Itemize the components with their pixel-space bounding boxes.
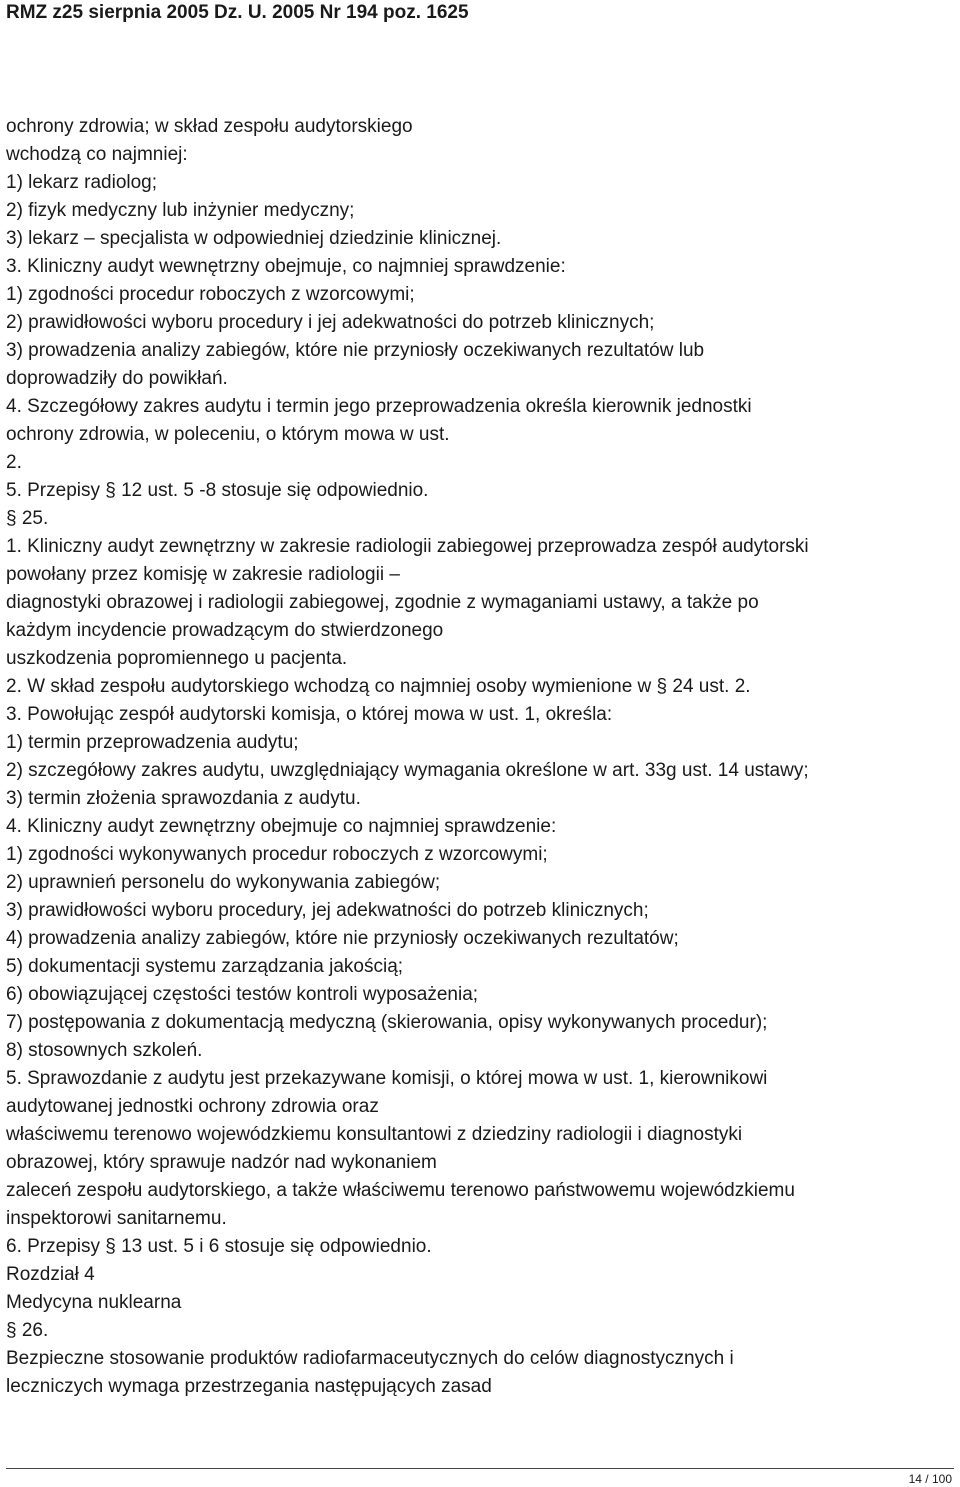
text-line: 2) prawidłowości wyboru procedury i jej adekwatności do potrzeb klinicznych; xyxy=(6,312,655,333)
section-heading: § 25. xyxy=(6,508,49,529)
text-line: 2) szczegółowy zakres audytu, uwzględniający wymagania określone w art. 33g ust. 14 ustawy; xyxy=(6,760,809,781)
text-line: 1. Kliniczny audyt zewnętrzny w zakresie radiologii zabiegowej przeprowadza zespół audytorski xyxy=(6,536,809,557)
text-line: inspektorowi sanitarnemu. xyxy=(6,1208,227,1229)
document-header: RMZ z25 sierpnia 2005 Dz. U. 2005 Nr 194 poz. 1625 xyxy=(6,2,469,23)
text-line: audytowanej jednostki ochrony zdrowia oraz xyxy=(6,1096,379,1117)
text-line: ochrony zdrowia, w poleceniu, o którym mowa w ust. xyxy=(6,424,450,445)
footer-divider xyxy=(6,1468,954,1469)
text-line: 3. Powołując zespół audytorski komisja, o której mowa w ust. 1, określa: xyxy=(6,704,613,725)
text-line: 6) obowiązującej częstości testów kontroli wyposażenia; xyxy=(6,984,479,1005)
text-line: 5. Przepisy § 12 ust. 5 -8 stosuje się odpowiednio. xyxy=(6,480,429,501)
text-line: 3) prawidłowości wyboru procedury, jej adekwatności do potrzeb klinicznych; xyxy=(6,900,649,921)
text-line: 8) stosownych szkoleń. xyxy=(6,1040,203,1061)
text-line: 6. Przepisy § 13 ust. 5 i 6 stosuje się odpowiednio. xyxy=(6,1236,432,1257)
text-line: 3) termin złożenia sprawozdania z audytu. xyxy=(6,788,361,809)
text-line: 5) dokumentacji systemu zarządzania jakością; xyxy=(6,956,404,977)
text-line: Bezpieczne stosowanie produktów radiofarmaceutycznych do celów diagnostycznych i xyxy=(6,1348,734,1369)
text-line: 1) zgodności wykonywanych procedur roboczych z wzorcowymi; xyxy=(6,844,548,865)
chapter-title: Medycyna nuklearna xyxy=(6,1292,182,1313)
text-line: diagnostyki obrazowej i radiologii zabiegowej, zgodnie z wymaganiami ustawy, a także po xyxy=(6,592,759,613)
text-line: ochrony zdrowia; w skład zespołu audytorskiego xyxy=(6,116,413,137)
text-line: 2) fizyk medyczny lub inżynier medyczny; xyxy=(6,200,355,221)
text-line: właściwemu terenowo wojewódzkiemu konsultantowi z dziedziny radiologii i diagnostyki xyxy=(6,1124,743,1145)
text-line: 2) uprawnień personelu do wykonywania zabiegów; xyxy=(6,872,441,893)
text-line: 1) termin przeprowadzenia audytu; xyxy=(6,732,299,753)
text-line: zaleceń zespołu audytorskiego, a także właściwemu terenowo państwowemu wojewódzkiemu xyxy=(6,1180,795,1201)
text-line: 3) prowadzenia analizy zabiegów, które nie przyniosły oczekiwanych rezultatów lub xyxy=(6,340,705,361)
text-line: 5. Sprawozdanie z audytu jest przekazywane komisji, o której mowa w ust. 1, kierownikowi xyxy=(6,1068,768,1089)
text-line: 3. Kliniczny audyt wewnętrzny obejmuje, co najmniej sprawdzenie: xyxy=(6,256,566,277)
text-line: leczniczych wymaga przestrzegania następujących zasad xyxy=(6,1376,492,1397)
section-heading: § 26. xyxy=(6,1320,49,1341)
document-body xyxy=(6,113,956,1401)
text-line: 1) lekarz radiolog; xyxy=(6,172,158,193)
text-line: każdym incydencie prowadzącym do stwierdzonego xyxy=(6,620,444,641)
text-line: obrazowej, który sprawuje nadzór nad wykonaniem xyxy=(6,1152,437,1173)
text-line: wchodzą co najmniej: xyxy=(6,144,188,165)
text-line: 4. Szczegółowy zakres audytu i termin jego przeprowadzenia określa kierownik jednostki xyxy=(6,396,752,417)
text-line: 2. xyxy=(6,452,22,473)
text-line: powołany przez komisję w zakresie radiologii – xyxy=(6,564,400,585)
text-line: 1) zgodności procedur roboczych z wzorcowymi; xyxy=(6,284,415,305)
page-number: 14 / 100 xyxy=(908,1472,952,1486)
chapter-heading: Rozdział 4 xyxy=(6,1264,95,1285)
text-line: 2. W skład zespołu audytorskiego wchodzą co najmniej osoby wymienione w § 24 ust. 2. xyxy=(6,676,751,697)
text-line: 4. Kliniczny audyt zewnętrzny obejmuje co najmniej sprawdzenie: xyxy=(6,816,557,837)
text-line: uszkodzenia popromiennego u pacjenta. xyxy=(6,648,348,669)
text-line: doprowadziły do powikłań. xyxy=(6,368,228,389)
text-line: 3) lekarz – specjalista w odpowiedniej dziedzinie klinicznej. xyxy=(6,228,502,249)
text-line: 4) prowadzenia analizy zabiegów, które nie przyniosły oczekiwanych rezultatów; xyxy=(6,928,679,949)
text-line: 7) postępowania z dokumentacją medyczną (skierowania, opisy wykonywanych procedur); xyxy=(6,1012,768,1033)
